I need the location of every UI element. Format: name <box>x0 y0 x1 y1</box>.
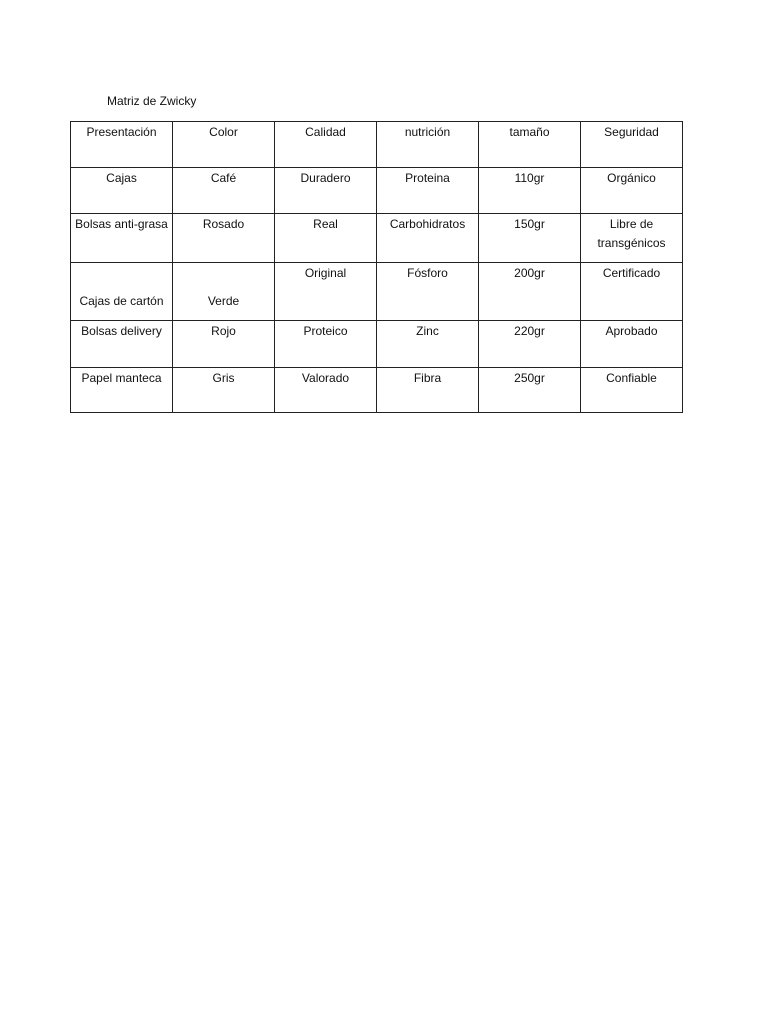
table-cell: 110gr <box>479 168 581 214</box>
table-row <box>71 168 683 214</box>
table-cell: Café <box>173 168 275 214</box>
table-cell: Bolsas anti-grasa <box>71 214 173 263</box>
table-cell: Fibra <box>377 368 479 413</box>
table-cell: Cajas de cartón <box>71 263 173 321</box>
table-cell: Aprobado <box>581 321 683 368</box>
header-cell: tamaño <box>479 122 581 168</box>
table-cell: Orgánico <box>581 168 683 214</box>
table-cell: Verde <box>173 263 275 321</box>
table-cell: 220gr <box>479 321 581 368</box>
header-cell: Calidad <box>275 122 377 168</box>
table-cell: 150gr <box>479 214 581 263</box>
table-row <box>71 214 683 263</box>
table-row <box>71 321 683 368</box>
table-cell: Certificado <box>581 263 683 321</box>
table-cell: Valorado <box>275 368 377 413</box>
table-cell: Fósforo <box>377 263 479 321</box>
table-row <box>71 263 683 321</box>
table-cell: Proteico <box>275 321 377 368</box>
header-cell: Color <box>173 122 275 168</box>
header-cell: Seguridad <box>581 122 683 168</box>
table-cell: Papel manteca <box>71 368 173 413</box>
table-cell: Real <box>275 214 377 263</box>
table-cell: Zinc <box>377 321 479 368</box>
table-cell: Carbohidratos <box>377 214 479 263</box>
table-row <box>71 368 683 413</box>
table-cell: 200gr <box>479 263 581 321</box>
table-cell: Cajas <box>71 168 173 214</box>
table-cell: Rojo <box>173 321 275 368</box>
table-cell: Duradero <box>275 168 377 214</box>
table-cell: Confiable <box>581 368 683 413</box>
header-cell: Presentación <box>71 122 173 168</box>
table-cell: Original <box>275 263 377 321</box>
table-cell: Libre de transgénicos <box>581 214 683 263</box>
table-header-row <box>71 122 683 168</box>
table-cell: Gris <box>173 368 275 413</box>
table-cell: 250gr <box>479 368 581 413</box>
table-cell: Bolsas delivery <box>71 321 173 368</box>
header-cell: nutrición <box>377 122 479 168</box>
table-cell: Rosado <box>173 214 275 263</box>
table-cell: Proteina <box>377 168 479 214</box>
zwicky-matrix-table <box>70 121 683 413</box>
document-title: Matriz de Zwicky <box>107 94 197 108</box>
